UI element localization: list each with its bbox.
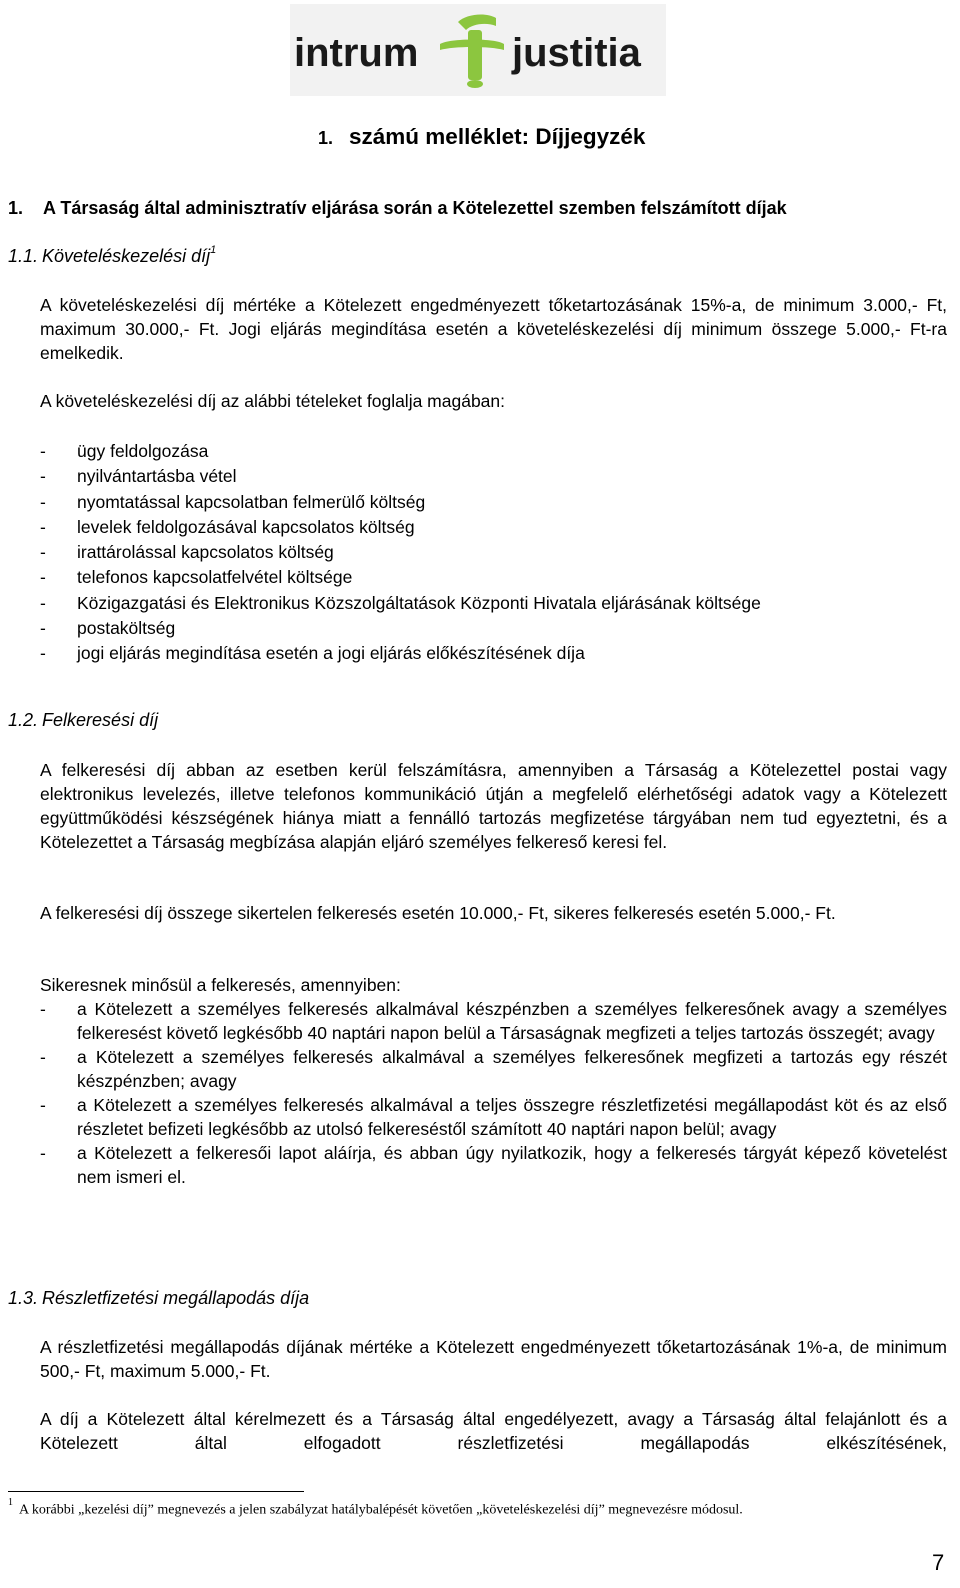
intrum-justitia-logo <box>290 4 666 96</box>
subsection-1-1-paragraph-2: A követeléskezelési díj az alábbi tételeket foglalja magában: <box>40 391 506 411</box>
footnote-mark: 1 <box>8 1497 13 1508</box>
logo-emblem <box>440 15 504 88</box>
subsection-1-2-paragraph-1: A felkeresési díj abban az esetben kerül felszámításra, amennyiben a Társaság a Kötelezettel postai vagy elektronikus levelezés, illetve telefonos kommunikáció útján a megfelelő elérhetőségi adatok vagy a Kötelezett együttműködési készségének hiánya miatt a fennálló tartozás megfizetése tárgyában nem tud egyeztetni, és a Kötelezettet a Társaság megbízása alapján eljáró személyes felkereső keresi fel. <box>40 760 947 852</box>
subsection-1-2-heading <box>8 710 158 731</box>
list-item: - a Kötelezett a személyes felkeresés alkalmával a személyes felkeresőnek megfizeti a tartozás egy részét készpénzben; avagy <box>40 1047 947 1091</box>
logo-graphic <box>290 4 666 96</box>
subsection-1-2-paragraph-3: Sikeresnek minősül a felkeresés, amennyiben: <box>40 975 401 995</box>
list-item: - telefonos kapcsolatfelvétel költsége <box>40 567 353 588</box>
section-1-heading <box>8 198 787 219</box>
subsection-1-3-title: Részletfizetési megállapodás díja <box>42 1288 310 1308</box>
subsection-1-2-paragraph-2: A felkeresési díj összege sikertelen felkeresés esetén 10.000,- Ft, sikeres felkeresés esetén 5.000,- Ft. <box>40 903 836 923</box>
title-number: 1. <box>318 128 334 148</box>
list-item: - irattárolással kapcsolatos költség <box>40 542 334 563</box>
footnote-ref: 1 <box>210 244 217 256</box>
subsection-1-3-paragraph-1: A részletfizetési megállapodás díjának mértéke a Kötelezett engedményezett tőketartozásának 1%-a, de minimum 500,- Ft, maximum 5.000,- Ft. <box>40 1337 947 1381</box>
page-title <box>318 124 645 150</box>
footnote-divider <box>8 1491 304 1492</box>
subsection-1-1-heading <box>8 246 216 267</box>
subsection-1-3-heading <box>8 1288 309 1309</box>
title-text: számú melléklet: Díjjegyzék <box>349 124 646 149</box>
list-item: - levelek feldolgozásával kapcsolatos költség <box>40 516 415 537</box>
list-item: - a Kötelezett a személyes felkeresés alkalmával a teljes összegre részletfizetési megállapodást köt és az első részletet befizeti legkésőbb az utolsó felkereséstől számított 40 naptári napon belül; avagy <box>40 1095 947 1139</box>
section-1-number: 1. <box>8 198 24 218</box>
success-conditions-list <box>40 997 947 1189</box>
list-item: - ügy feldolgozása <box>40 441 209 461</box>
logo-text-intrum: intrum <box>294 31 419 75</box>
list-item: - jogi eljárás megindítása esetén a jogi eljárás előkészítésének díja <box>40 643 585 664</box>
list-item: - postaköltség <box>40 618 176 639</box>
fee-items-list <box>40 439 947 667</box>
subsection-1-2-title: Felkeresési díj <box>42 710 159 730</box>
section-1-text: A Társaság által adminisztratív eljárása során a Kötelezettel szemben felszámított díjak <box>43 198 787 218</box>
footnote <box>8 1497 743 1519</box>
footnote-text: A korábbi „kezelési díj” megnevezés a jelen szabályzat hatálybalépését követően „követeléskezelési díj” megnevezésre módosul. <box>19 1502 743 1518</box>
subsection-1-3-number: 1.3. <box>8 1288 39 1308</box>
list-item: - a Kötelezett a személyes felkeresés alkalmával készpénzben a személyes felkeresőnek avagy a személyes felkeresést követő legkésőbb 40 naptári napon belül a Társaságnak megfizeti a teljes tartozás összegét; avagy <box>40 999 947 1043</box>
subsection-1-2-number: 1.2. <box>8 710 39 730</box>
subsection-1-1-title: Követeléskezelési díj <box>42 246 211 266</box>
list-item: - a Kötelezett a felkeresői lapot aláírja, és abban úgy nyilatkozik, hogy a felkeresés tárgyát képező követelést nem ismeri el. <box>40 1143 947 1187</box>
subsection-1-1-number: 1.1. <box>8 246 39 266</box>
list-item: - Közigazgatási és Elektronikus Közszolgáltatások Központi Hivatala eljárásának költsége <box>40 592 761 613</box>
logo-text-justitia: justitia <box>512 31 641 75</box>
subsection-1-3-paragraph-2: A díj a Kötelezett által kérelmezett és a Társaság által engedélyezett, avagy a Társaság által felajánlott és a Kötelezett által elfogadott részletfizetési megállapodás elkészítésének, <box>40 1409 947 1453</box>
list-item: - nyilvántartásba vétel <box>40 466 237 487</box>
list-item: - nyomtatással kapcsolatban felmerülő költség <box>40 491 426 512</box>
page-number: 7 <box>932 1550 945 1575</box>
subsection-1-1-paragraph-1: A követeléskezelési díj mértéke a Kötelezett engedményezett tőketartozásának 15%-a, de minimum 3.000,- Ft, maximum 30.000,- Ft. Jogi eljárás megindítása esetén a követeléskezelési díj minimum összege 5.000,- Ft-ra emelkedik. <box>40 295 947 363</box>
